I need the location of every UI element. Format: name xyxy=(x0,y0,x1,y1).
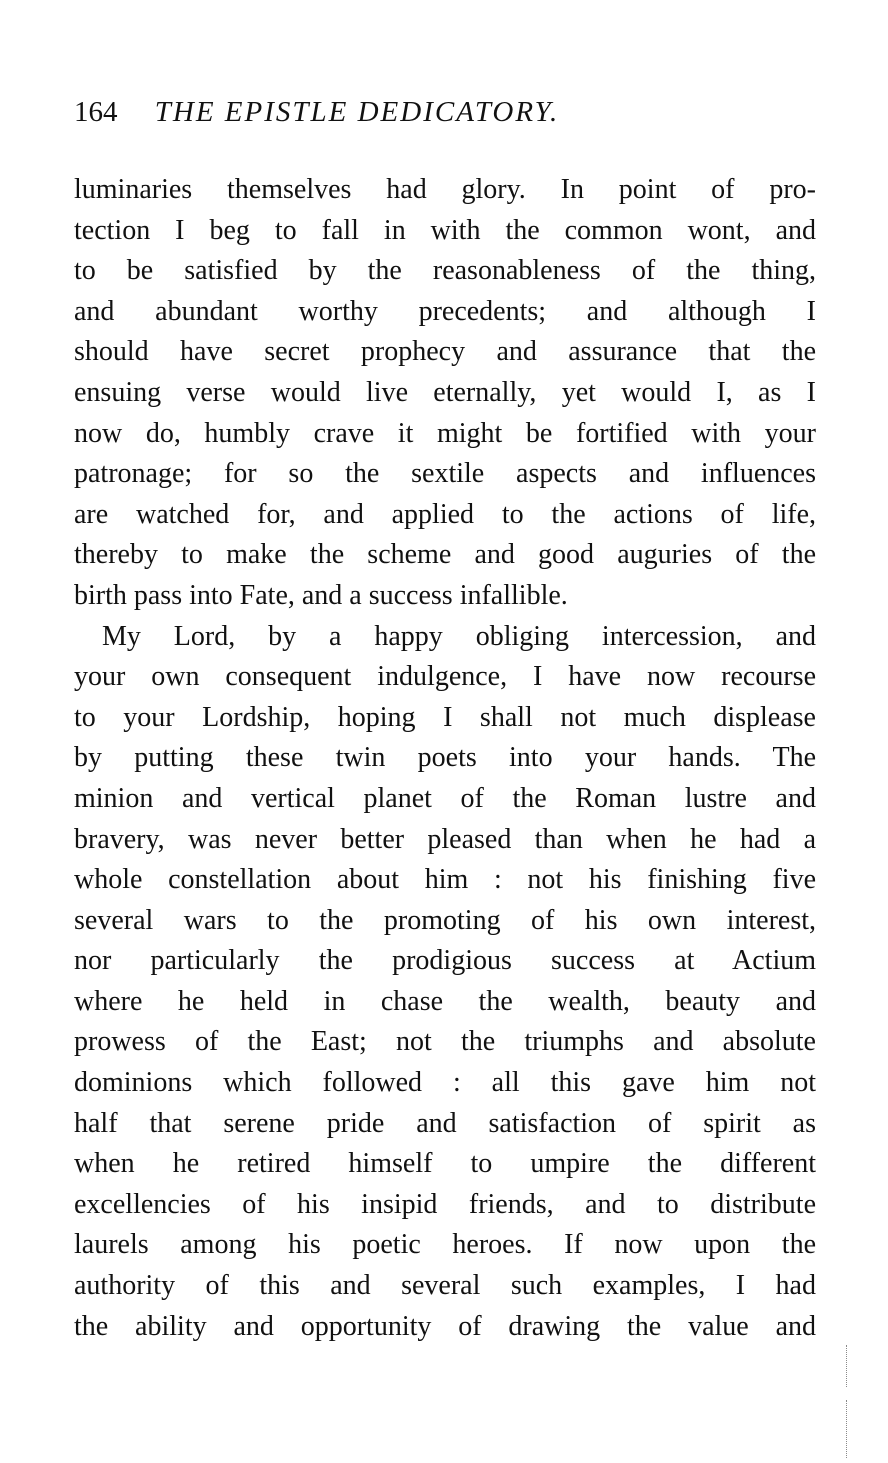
text-line: laurels among his poetic heroes. If now upon the xyxy=(74,1229,816,1261)
text-line: to be satisfied by the reasonableness of the thing, xyxy=(74,255,816,287)
paragraph-1 xyxy=(74,170,816,617)
text-line: My Lord, by a happy obliging intercession, and xyxy=(102,620,816,652)
text-line: bravery, was never better pleased than when he had a xyxy=(74,823,816,855)
paragraph-2 xyxy=(74,617,816,1348)
text-line: by putting these twin poets into your hands. The xyxy=(74,742,816,774)
text-line: and abundant worthy precedents; and although I xyxy=(74,295,816,327)
text-line: thereby to make the scheme and good auguries of the xyxy=(74,539,816,571)
text-line: prowess of the East; not the triumphs and absolute xyxy=(74,1026,816,1058)
running-header xyxy=(74,92,834,132)
text-line: dominions which followed : all this gave him not xyxy=(74,1067,816,1099)
text-line: are watched for, and applied to the actions of life, xyxy=(74,498,816,530)
text-line: excellencies of his insipid friends, and to distribute xyxy=(74,1188,816,1220)
text-line: minion and vertical planet of the Roman lustre and xyxy=(74,782,816,814)
text-line: to your Lordship, hoping I shall not much displease xyxy=(74,701,816,733)
text-line: when he retired himself to umpire the different xyxy=(74,1148,816,1180)
text-line: ensuing verse would live eternally, yet would I, as I xyxy=(74,376,816,408)
text-line: nor particularly the prodigious success at Actium xyxy=(74,945,816,977)
scan-gutter-mark xyxy=(846,1345,848,1387)
text-line: your own consequent indulgence, I have now recourse xyxy=(74,661,816,693)
text-line: where he held in chase the wealth, beauty and xyxy=(74,985,816,1017)
text-line: luminaries themselves had glory. In point of pro- xyxy=(74,174,816,205)
page-number: 164 xyxy=(74,96,118,128)
running-title: THE EPISTLE DEDICATORY. xyxy=(154,96,560,128)
text-line: authority of this and several such examples, I had xyxy=(74,1270,816,1302)
text-line: should have secret prophecy and assurance that the xyxy=(74,336,816,368)
text-line: tection I beg to fall in with the common wont, and xyxy=(74,214,816,246)
text-line: now do, humbly crave it might be fortified with your xyxy=(74,417,816,449)
text-line: whole constellation about him : not his finishing five xyxy=(74,864,816,896)
body-text xyxy=(74,170,816,1347)
text-line: birth pass into Fate, and a success infallible. xyxy=(74,579,568,611)
text-line: half that serene pride and satisfaction of spirit as xyxy=(74,1107,816,1139)
text-line: the ability and opportunity of drawing the value and xyxy=(74,1310,816,1342)
text-line: several wars to the promoting of his own interest, xyxy=(74,904,816,936)
scan-gutter-mark xyxy=(846,1400,848,1458)
text-line: patronage; for so the sextile aspects and influences xyxy=(74,458,816,490)
